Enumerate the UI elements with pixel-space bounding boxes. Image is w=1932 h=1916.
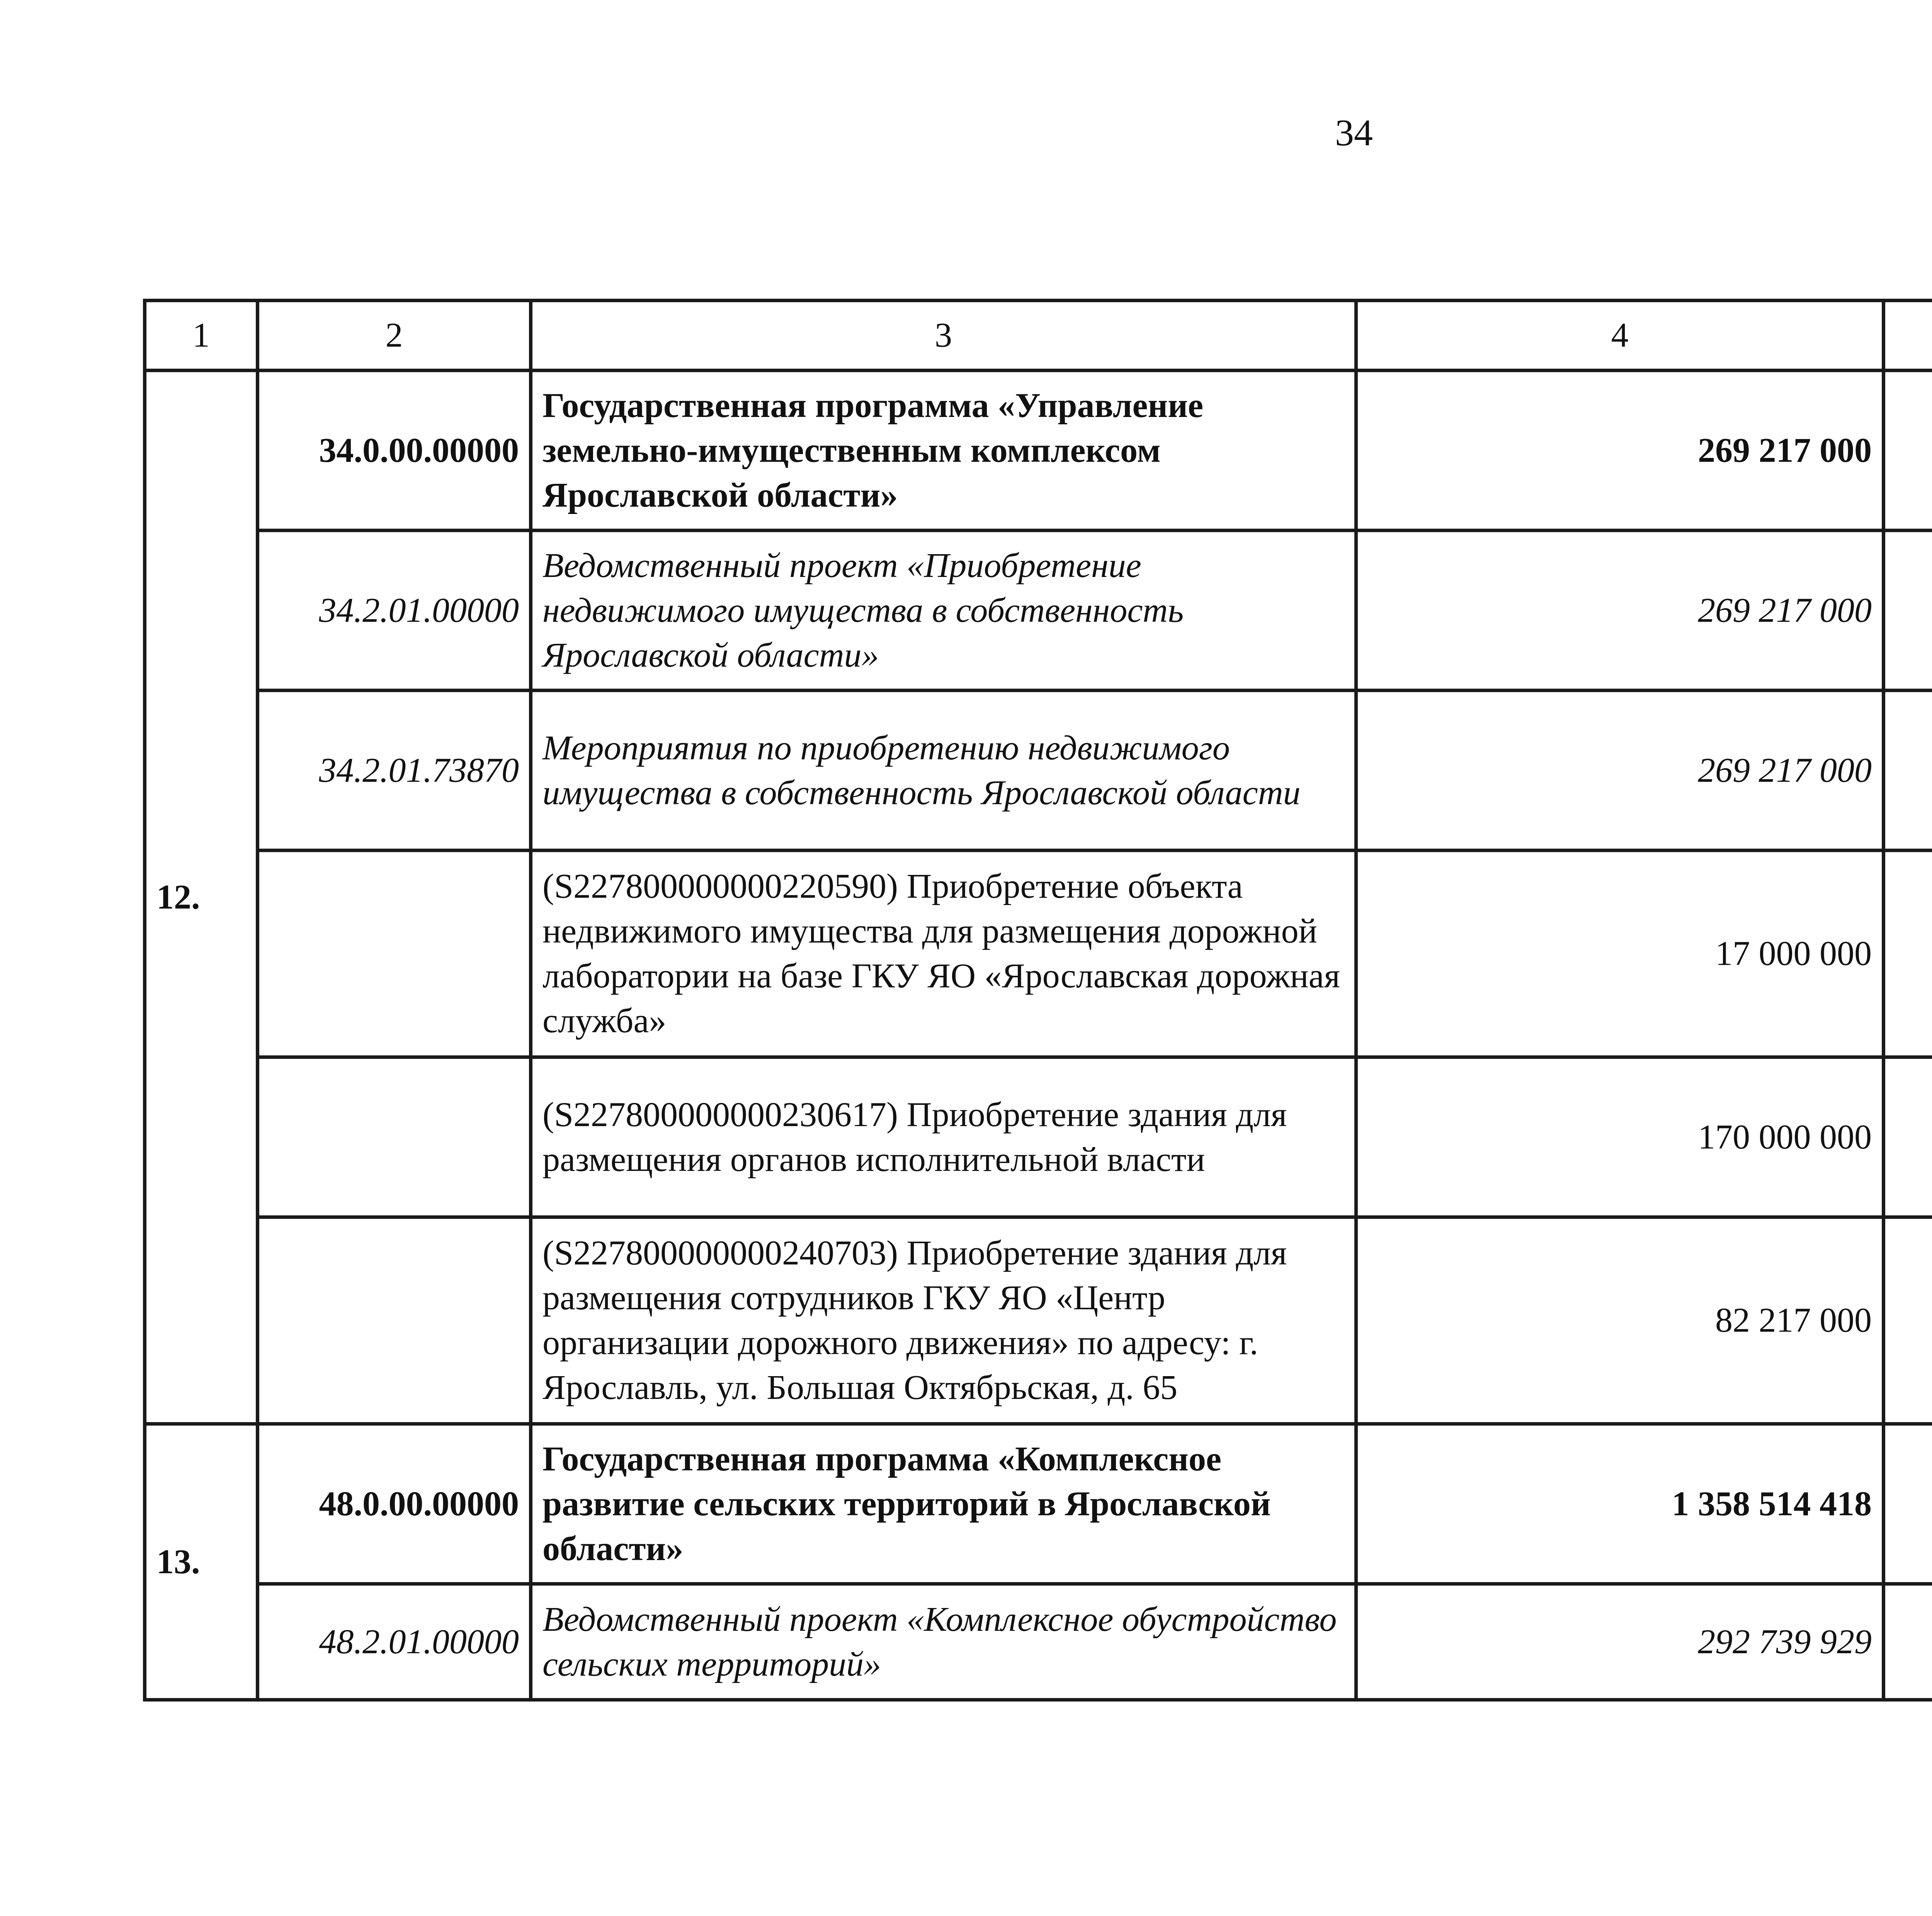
budget-code: 48.0.00.00000 — [258, 1424, 531, 1584]
item-name: Мероприятия по приобретению недвижимого имущества в собственность Ярославской области — [531, 691, 1356, 851]
header-cell-3: 3 — [531, 301, 1356, 371]
row-number: 12. — [145, 371, 258, 1424]
amount-col-4: 17 000 000 — [1356, 851, 1884, 1057]
table-header-row — [145, 301, 1932, 371]
item-name: Ведомственный проект «Приобретение недвижимого имущества в собственность Ярославской области» — [531, 531, 1356, 691]
budget-code: 34.0.00.00000 — [258, 371, 531, 531]
amount-col-5 — [1884, 1424, 1932, 1584]
amount-col-5 — [1884, 691, 1932, 851]
header-cell-1: 1 — [145, 301, 258, 371]
table-row — [145, 1217, 1932, 1424]
table-row — [145, 371, 1932, 531]
table-row — [145, 1584, 1932, 1700]
budget-code — [258, 851, 531, 1057]
budget-code: 34.2.01.73870 — [258, 691, 531, 851]
item-name: (S227800000000220590) Приобретение объекта недвижимого имущества для размещения дорожной лаборатории на базе ГКУ ЯО «Ярославская дорожная служба» — [531, 851, 1356, 1057]
amount-col-4: 269 217 000 — [1356, 531, 1884, 691]
table-row — [145, 1057, 1932, 1217]
page-number: 34 — [1335, 112, 1373, 154]
table-row — [145, 691, 1932, 851]
amount-col-4: 269 217 000 — [1356, 371, 1884, 531]
budget-code: 34.2.01.00000 — [258, 531, 531, 691]
header-cell-4: 4 — [1356, 301, 1884, 371]
amount-col-5 — [1884, 1057, 1932, 1217]
amount-col-4: 269 217 000 — [1356, 691, 1884, 851]
table-row — [145, 851, 1932, 1057]
row-number: 13. — [145, 1424, 258, 1700]
budget-table — [143, 299, 1932, 1702]
budget-code: 48.2.01.00000 — [258, 1584, 531, 1700]
amount-col-5 — [1884, 1584, 1932, 1700]
budget-code — [258, 1217, 531, 1424]
item-name: (S227800000000230617) Приобретение здания для размещения органов исполнительной власти — [531, 1057, 1356, 1217]
amount-col-5 — [1884, 851, 1932, 1057]
header-cell-2: 2 — [258, 301, 531, 371]
amount-col-5 — [1884, 371, 1932, 531]
budget-code — [258, 1057, 531, 1217]
amount-col-4: 170 000 000 — [1356, 1057, 1884, 1217]
table-row — [145, 531, 1932, 691]
amount-col-4: 82 217 000 — [1356, 1217, 1884, 1424]
item-name: Ведомственный проект «Комплексное обустройство сельских территорий» — [531, 1584, 1356, 1700]
amount-col-5 — [1884, 531, 1932, 691]
item-name: (S227800000000240703) Приобретение здания для размещения сотрудников ГКУ ЯО «Центр организации дорожного движения» по адресу: г. Ярославль, ул. Большая Октябрьская, д. 65 — [531, 1217, 1356, 1424]
item-name: Государственная программа «Управление земельно-имущественным комплексом Ярославской области» — [531, 371, 1356, 531]
item-name: Государственная программа «Комплексное развитие сельских территорий в Ярославской области» — [531, 1424, 1356, 1584]
amount-col-4: 292 739 929 — [1356, 1584, 1884, 1700]
amount-col-5 — [1884, 1217, 1932, 1424]
amount-col-4: 1 358 514 418 — [1356, 1424, 1884, 1584]
header-cell-5 — [1884, 301, 1932, 371]
table-row — [145, 1424, 1932, 1584]
